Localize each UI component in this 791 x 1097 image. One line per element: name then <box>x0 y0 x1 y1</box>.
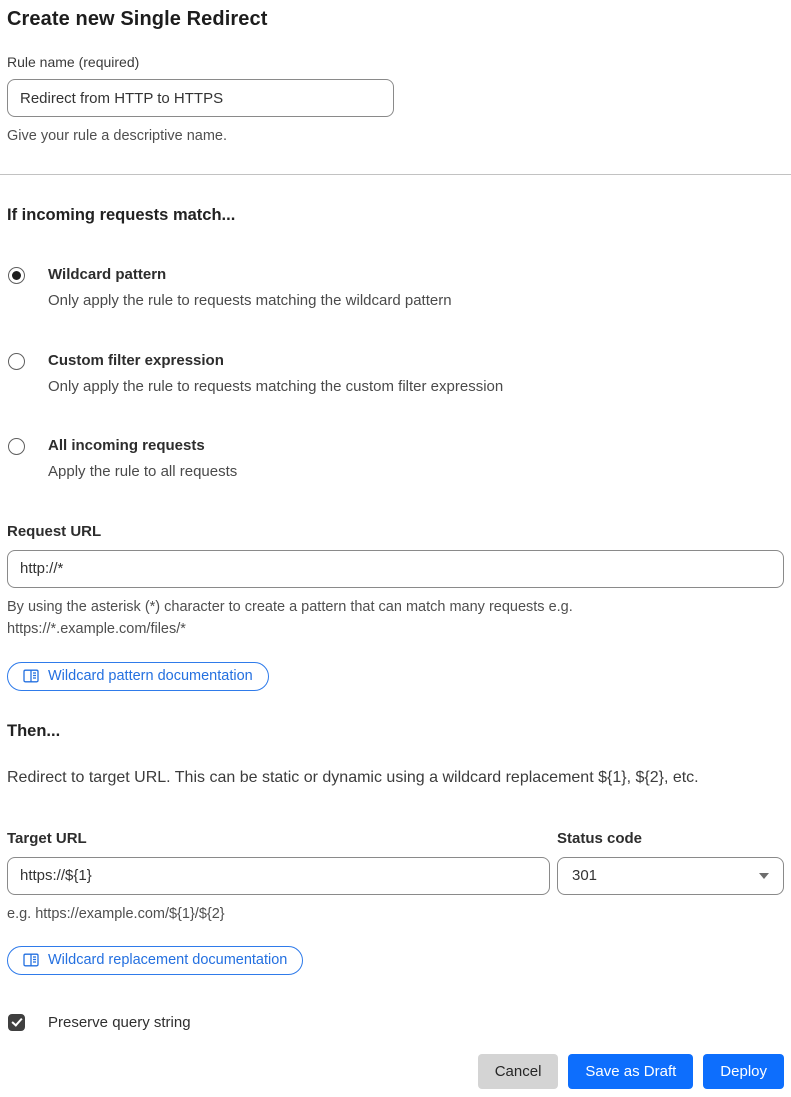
book-icon <box>23 953 39 967</box>
radio-label: All incoming requests <box>48 437 205 455</box>
request-url-label: Request URL <box>7 522 102 540</box>
footer-actions <box>7 1054 784 1089</box>
status-code-value: 301 <box>572 867 598 884</box>
preserve-query-label: Preserve query string <box>48 1013 191 1031</box>
radio-label: Wildcard pattern <box>48 266 167 284</box>
radio-button-custom-filter[interactable] <box>8 353 25 370</box>
radio-button-all-requests[interactable] <box>8 438 25 455</box>
wildcard-replacement-docs-button[interactable] <box>7 946 303 975</box>
then-section-heading: Then... <box>7 721 61 740</box>
radio-option-all-requests[interactable] <box>7 437 784 482</box>
radio-option-custom-filter[interactable] <box>7 352 784 397</box>
target-url-input[interactable] <box>7 857 550 895</box>
status-code-select[interactable] <box>557 857 784 895</box>
then-description: Redirect to target URL. This can be static or dynamic using a wildcard replacement ${1}, ${2}, etc. <box>7 768 699 786</box>
target-url-help: e.g. https://example.com/${1}/${2} <box>7 905 225 922</box>
rule-name-label: Rule name (required) <box>7 54 140 70</box>
deploy-button[interactable]: Deploy <box>703 1054 784 1089</box>
request-url-help <box>7 596 784 641</box>
target-status-row <box>7 805 784 925</box>
preserve-query-row[interactable] <box>7 1014 784 1031</box>
target-url-label: Target URL <box>7 829 87 847</box>
radio-label: Custom filter expression <box>48 351 224 369</box>
wildcard-pattern-docs-button[interactable] <box>7 662 269 691</box>
match-section-heading: If incoming requests match... <box>7 206 236 225</box>
doc-button-label: Wildcard pattern documentation <box>48 668 253 685</box>
cancel-button[interactable]: Cancel <box>478 1054 559 1089</box>
save-as-draft-button[interactable]: Save as Draft <box>568 1054 693 1089</box>
rule-name-help: Give your rule a descriptive name. <box>7 128 228 144</box>
chevron-down-icon <box>759 873 769 879</box>
radio-description: Only apply the rule to requests matching the wildcard pattern <box>48 292 452 310</box>
page-title: Create new Single Redirect <box>7 8 268 30</box>
preserve-query-checkbox[interactable] <box>8 1014 25 1031</box>
doc-button-label: Wildcard replacement documentation <box>48 952 288 969</box>
request-url-input[interactable] <box>7 550 784 588</box>
rule-name-input[interactable] <box>7 79 394 117</box>
status-code-label: Status code <box>557 829 643 847</box>
radio-description: Only apply the rule to requests matching the custom filter expression <box>48 377 504 395</box>
request-url-help-line1: By using the asterisk (*) character to create a pattern that can match many requests e.g. <box>7 598 573 615</box>
radio-option-wildcard-pattern[interactable] <box>7 266 784 311</box>
radio-button-wildcard-pattern[interactable] <box>8 267 25 284</box>
radio-description: Apply the rule to all requests <box>48 463 238 481</box>
section-divider <box>0 174 791 175</box>
book-icon <box>23 669 39 683</box>
request-url-help-line2: https://*.example.com/files/* <box>7 621 186 638</box>
